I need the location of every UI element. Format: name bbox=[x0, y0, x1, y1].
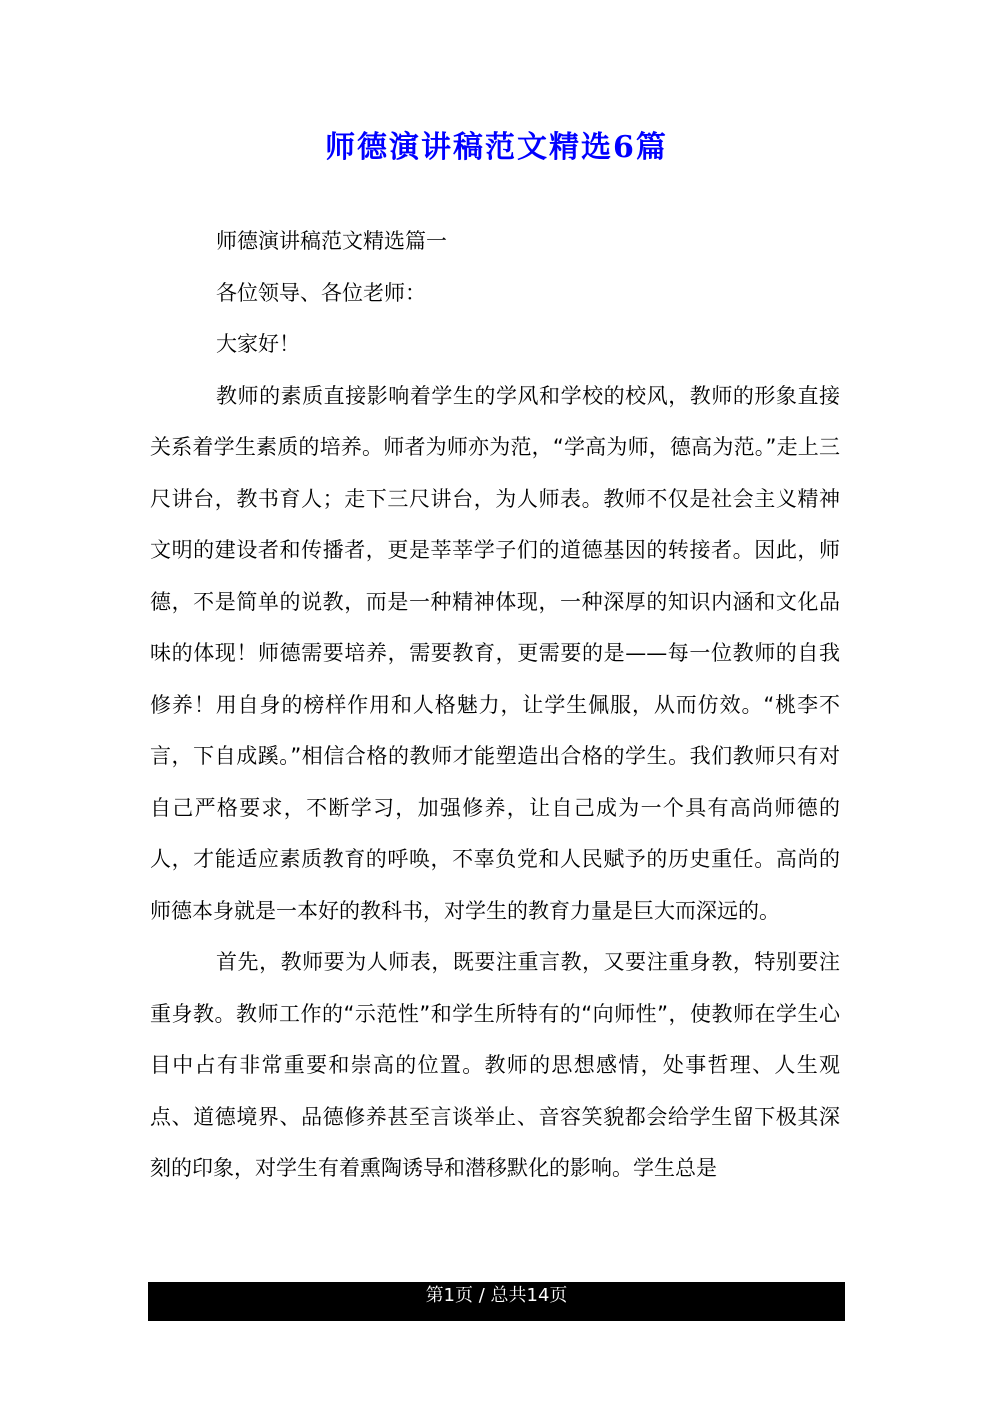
body-paragraph: 教师的素质直接影响着学生的学风和学校的校风，教师的形象直接关系着学生素质的培养。师者为师亦为范，“学高为师，德高为范。”走上三尺讲台，教书育人；走下三尺讲台，为人师表。教师不仅是社会主义精神文明的建设者和传播者，更是莘莘学子们的道德基因的转接者。因此，师德，不是简单的说教，而是一种精神体现，一种深厚的知识内涵和文化品味的体现！师德需要培养，需要教育，更需要的是——每一位教师的自我修养！用自身的榜样作用和人格魅力，让学生佩服，从而仿效。“桃李不言，下自成蹊。”相信合格的教师才能塑造出合格的学生。我们教师只有对自己严格要求，不断学习，加强修养，让自己成为一个具有高尚师德的人，才能适应素质教育的呼唤，不辜负党和人民赋予的历史重任。高尚的师德本身就是一本好的教科书，对学生的教育力量是巨大而深远的。 bbox=[150, 383, 840, 923]
document-body bbox=[150, 216, 840, 1195]
page-indicator: 第1页 / 总共14页 bbox=[425, 1285, 568, 1306]
page-footer-bar bbox=[148, 1282, 845, 1321]
section-heading: 师德演讲稿范文精选篇一 bbox=[216, 229, 447, 253]
salutation: 各位领导、各位老师： bbox=[216, 280, 426, 305]
document-title: 师德演讲稿范文精选6篇 bbox=[325, 130, 668, 165]
greeting: 大家好！ bbox=[216, 332, 300, 356]
body-paragraph: 首先，教师要为人师表，既要注重言教，又要注重身教，特别要注重身教。教师工作的“示范性”和学生所特有的“向师性”，使教师在学生心目中占有非常重要和崇高的位置。教师的思想感情，处事哲理、人生观点、道德境界、品德修养甚至言谈举止、音容笑貌都会给学生留下极其深刻的印象，对学生有着熏陶诱导和潜移默化的影响。学生总是 bbox=[150, 950, 840, 1180]
